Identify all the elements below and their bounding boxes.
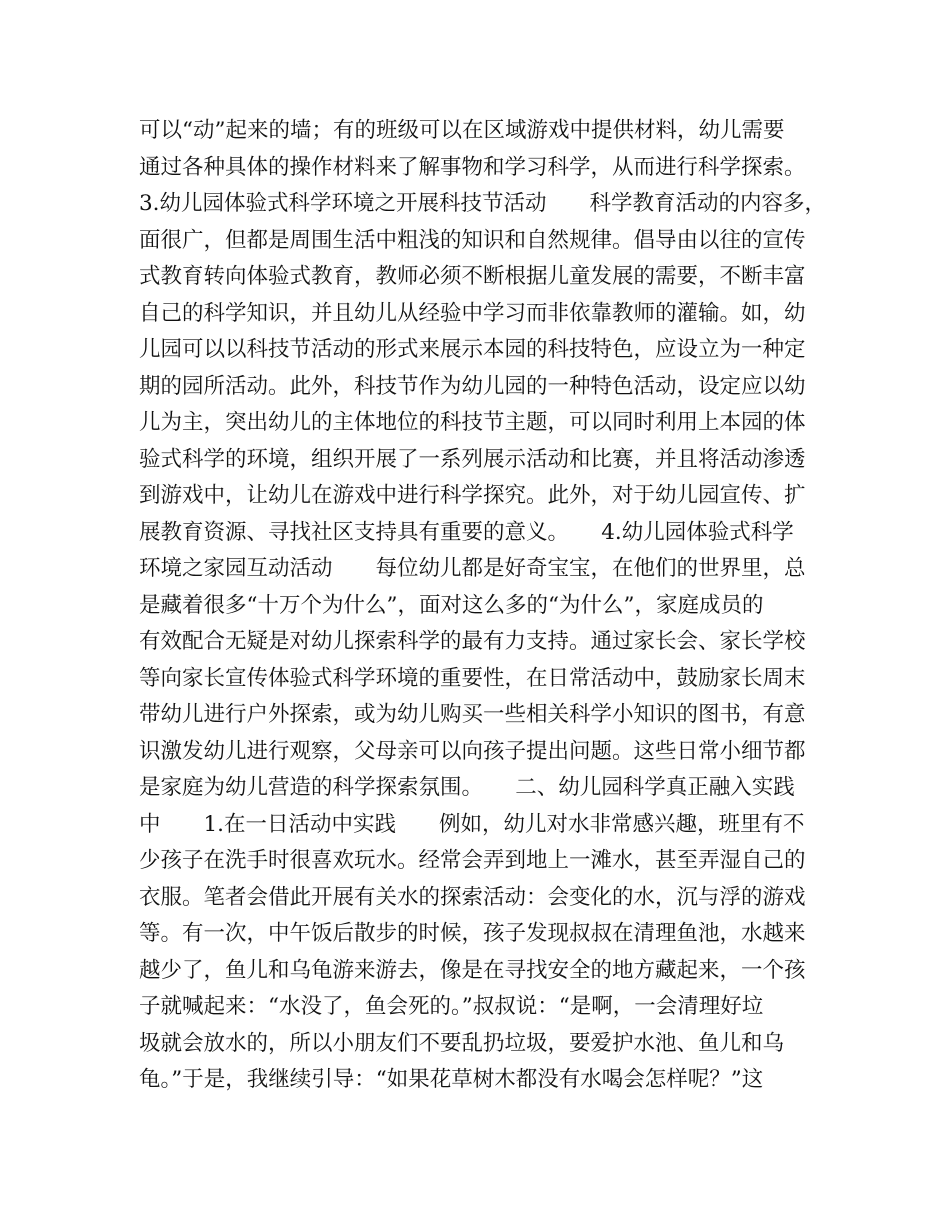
text-line: 通过各种具体的操作材料来了解事物和学习科学，从而进行科学探索。 [139, 154, 806, 180]
text-line: 到游戏中，让幼儿在游戏中进行科学探究。此外，对于幼儿园宣传、扩 [139, 483, 806, 508]
text-line: 是藏着很多“十万个为什么”，面对这么多的“为什么”，家庭成员的 [139, 592, 764, 618]
text-line: 3.幼儿园体验式科学环境之开展科技节活动 科学教育活动的内容多， [139, 191, 827, 216]
text-line: 展教育资源、寻找社区支持具有重要的意义。 4.幼儿园体验式科学 [139, 519, 794, 545]
text-line: 圾就会放水的，所以小朋友们不要乱扔垃圾，要爱护水池、鱼儿和乌 [139, 1030, 785, 1056]
text-line: 环境之家园互动活动 每位幼儿都是好奇宝宝，在他们的世界里，总 [139, 556, 806, 581]
text-line: 自己的科学知识，并且幼儿从经验中学习而非依靠教师的灌输。如，幼 [139, 300, 806, 326]
text-line: 识激发幼儿进行观察，父母亲可以向孩子提出问题。这些日常小细节都 [139, 738, 806, 764]
text-line: 少孩子在洗手时很喜欢玩水。经常会弄到地上一滩水，甚至弄湿自己的 [139, 848, 806, 873]
text-line: 带幼儿进行户外探索，或为幼儿购买一些相关科学小知识的图书，有意 [139, 702, 806, 727]
text-line: 验式科学的环境，组织开展了一系列展示活动和比赛，并且将活动渗透 [139, 446, 806, 472]
text-line: 面很广，但都是周围生活中粗浅的知识和自然规律。倡导由以往的宣传 [139, 227, 806, 253]
text-line: 式教育转向体验式教育，教师必须不断根据儿童发展的需要，不断丰富 [139, 264, 806, 289]
text-line: 是家庭为幼儿营造的科学探索氛围。 二、幼儿园科学真正融入实践 [139, 775, 795, 800]
text-line: 子就喊起来：“水没了，鱼会死的。”叔叔说：“是啊，一会清理好垃 [139, 994, 764, 1019]
text-line: 越少了，鱼儿和乌龟游来游去，像是在寻找安全的地方藏起来，一个孩 [139, 957, 806, 983]
text-line: 等向家长宣传体验式科学环境的重要性，在日常活动中，鼓励家长周末 [139, 665, 806, 691]
text-line: 儿园可以以科技节活动的形式来展示本园的科技特色，应设立为一种定 [139, 337, 806, 362]
body-text [139, 113, 829, 1099]
text-line: 儿为主，突出幼儿的主体地位的科技节主题，可以同时利用上本园的体 [139, 410, 806, 435]
text-line: 龟。”于是，我继续引导：“如果花草树木都没有水喝会怎样呢？”这 [139, 1067, 764, 1092]
text-line: 中 1.在一日活动中实践 例如，幼儿对水非常感兴趣，班里有不 [139, 811, 805, 837]
text-line: 期的园所活动。此外，科技节作为幼儿园的一种特色活动，设定应以幼 [139, 373, 806, 399]
text-line: 有效配合无疑是对幼儿探索科学的最有力支持。通过家长会、家长学校 [139, 629, 806, 654]
text-line: 等。有一次，中午饭后散步的时候，孩子发现叔叔在清理鱼池，水越来 [139, 921, 806, 946]
text-line: 可以“动”起来的墙；有的班级可以在区域游戏中提供材料，幼儿需要 [139, 118, 785, 143]
text-line: 衣服。笔者会借此开展有关水的探索活动：会变化的水，沉与浮的游戏 [139, 884, 806, 910]
